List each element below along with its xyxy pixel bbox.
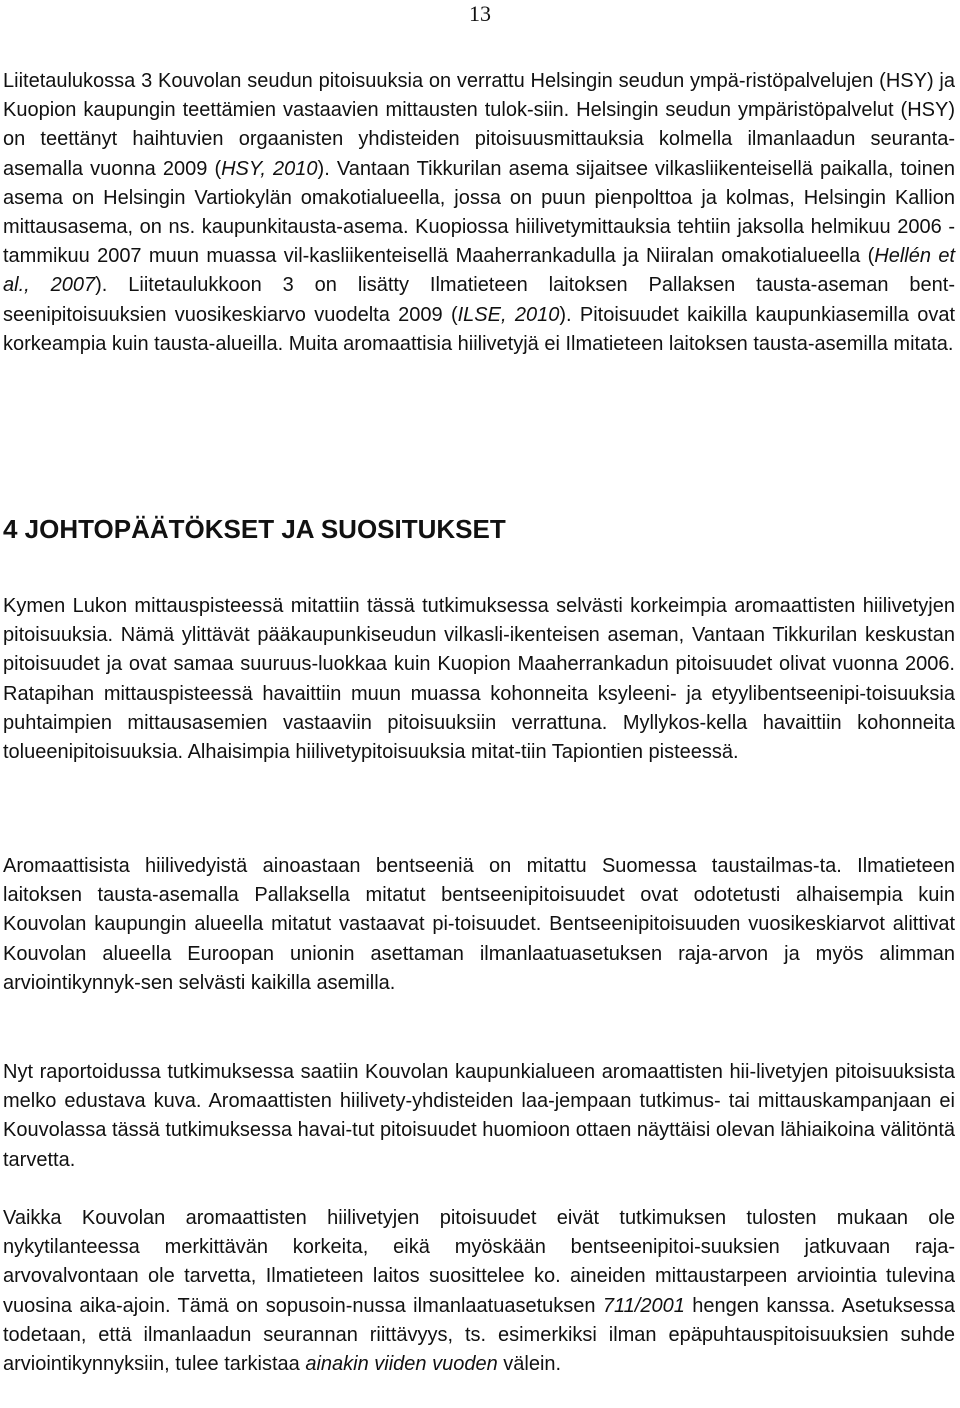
emphasis: ainakin viiden vuoden (305, 1353, 498, 1376)
citation: ILSE, 2010 (457, 303, 560, 326)
text-segment: hengen kanssa. Asetuksessa todetaan, että ilmanlaadun seurannan riittävyys, ts. esimerkiksi ilman epäpuhtauspitoisuuksien suhde arviointikynnyksiin, tulee tarkistaa (3, 1294, 955, 1376)
text-segment: Aromaattisista hiilivedyistä ainoastaan bentseeniä on mitattu Suomessa taustailmas-ta. Ilmatieteen laitoksen tausta-asemalla Pallaksella mitatut bentseenipitoisuudet ovat odotetusti alhaisempia kuin Kouvolan kaupungin alueella mitatut vastaavat pi-toisuudet. Bentseenipitoisuuden vuosikeskiarvot alittivat Kouvolan alueella Euroopan unionin asettaman ilmanlaatuasetuksen raja-arvon ja myös alimman arviointikynnyk-sen selvästi kaikilla asemilla. (3, 855, 955, 994)
paragraph-intro (3, 67, 955, 359)
text-segment: Nyt raportoidussa tutkimuksessa saatiin Kouvolan kaupunkialueen aromaattisten hii-livetyjen pitoisuuksista melko edustava kuva. Aromaattisten hiilivety-yhdisteiden laa-jempaan tutkimus- tai mittauskampanjaan ei Kouvolassa tässä tutkimuksessa havai-tut pitoisuudet huomioon ottaen näyttäisi olevan lähiaikoina välitöntä tarvetta. (3, 1061, 955, 1171)
text-segment: ). Vantaan Tikkurilan asema sijaitsee vilkasliikenteisellä paikalla, toinen asema on Helsingin Vartiokylän omakotialueella, jossa on puun pienpolttoa ja kolmas, Helsingin Kallion mittausasema, on ns. kaupunkitausta-asema. Kuopiossa hiilivetymittauksia tehtiin jaksolla helmikuu 2006 - tammikuu 2007 muun muassa vil-kasliikenteisellä Maaherrankadulla ja Niiralan omakotialueella ( (3, 157, 955, 268)
text-segment: ). Pitoisuudet kaikilla kaupunkiasemilla ovat korkeampia kuin tausta-alueilla. Muita aromaattisia hiilivetyjä ei Ilmatieteen laitoksen tausta-asemilla mitata. (3, 303, 956, 355)
text-segment: ). Liitetaulukkoon 3 on lisätty Ilmatieteen laitoksen Pallaksen tausta-aseman bent-seenipitoisuuksien vuosikeskiarvo vuodelta 2009 ( (3, 274, 955, 326)
citation: Hellén et al., 2007 (3, 245, 956, 297)
paragraph-kymen-lukko (3, 592, 955, 767)
citation: HSY, 2010 (221, 157, 318, 180)
text-segment: Liitetaulukossa 3 Kouvolan seudun pitoisuuksia on verrattu Helsingin seudun ympä-ristöpalvelujen (HSY) ja Kuopion kaupungin teettämien vastaavien mittausten tulok-siin. Helsingin seudun ympäristöpalvelut (HSY) on teettänyt haihtuvien orgaanisten yhdisteiden pitoisuusmittauksia kolmella ilmanlaadun seuranta-asemalla vuonna 2009 ( (3, 70, 955, 180)
paragraph-recommendation (3, 1204, 955, 1379)
text-segment: Vaikka Kouvolan aromaattisten hiilivetyjen pitoisuudet eivät tutkimuksen tulosten mukaan ole nykytilanteessa merkittävän korkeita, eikä myöskään bentseenipitoi-suuksien jatkuvaan raja-arvovalvontaan ole tarvetta, Ilmatieteen laitos suosittelee ko. aineiden mittaustarpeen arviointia tulevina vuosina aika-ajoin. Tämä on sopusoin-nussa ilmanlaatuasetuksen (3, 1207, 955, 1317)
paragraph-representative (3, 1058, 955, 1175)
section-heading: 4 JOHTOPÄÄTÖKSET JA SUOSITUKSET (3, 514, 506, 544)
text-segment: Kymen Lukon mittauspisteessä mitattiin tässä tutkimuksessa selvästi korkeimpia aromaattisten hiilivetyjen pitoisuuksia. Nämä ylittävät pääkaupunkiseudun vilkasli-ikenteisen aseman, Vantaan Tikkurilan keskustan pitoisuudet ja ovat samaa suuruus-luokkaa kuin Kuopion Maaherrankadun pitoisuudet olivat vuonna 2006. Ratapihan mittauspisteessä havaittiin muun muassa kohonneita ksyleeni- ja etyylibentseenipi-toisuuksia puhtaimpien mittausasemien vastaaviin pitoisuuksiin verrattuna. Myllykos-kella havaittiin kohonneita tolueenipitoisuuksia. Alhaisimpia hiilivetypitoisuuksia mitat-tiin Tapiontien pisteessä. (3, 595, 955, 764)
regulation-reference: 711/2001 (602, 1294, 685, 1317)
text-segment: välein. (497, 1353, 562, 1376)
paragraph-benzene (3, 852, 955, 998)
page-number: 13 (469, 1, 491, 26)
document-body (3, 67, 956, 1376)
